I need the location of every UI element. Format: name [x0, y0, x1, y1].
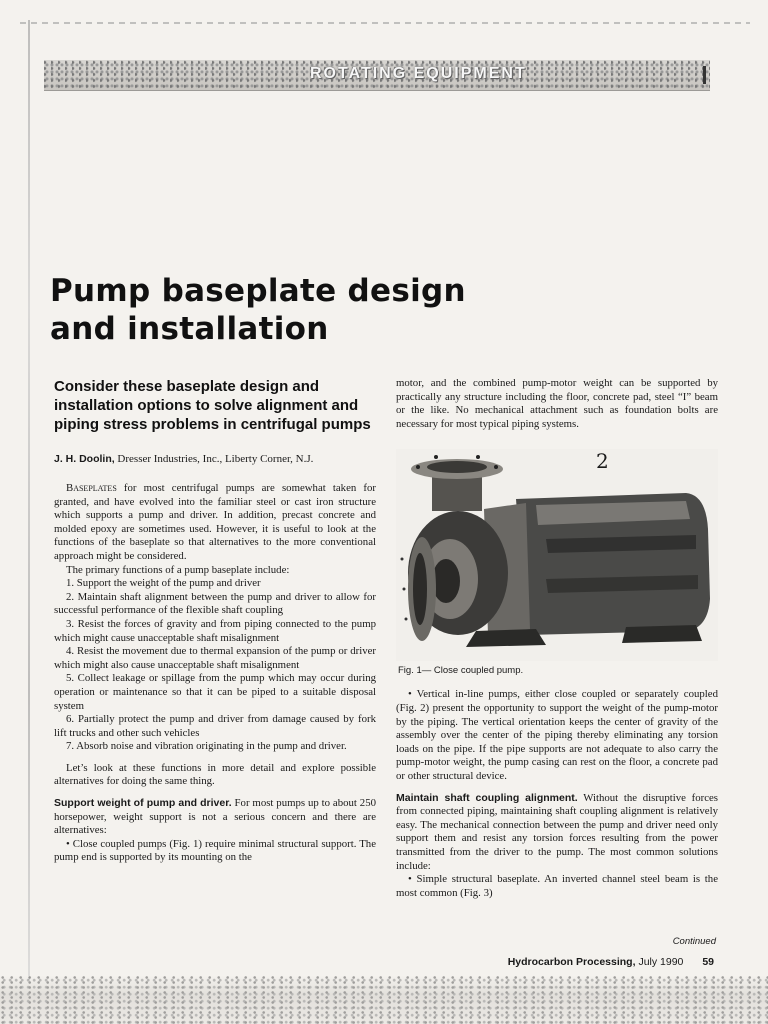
support-section — [54, 797, 376, 838]
bullet-structural-baseplate: • Simple structural baseplate. An inverted channel steel beam is the most common (Fig. 3) — [396, 873, 718, 899]
title-line-2: and installation — [50, 311, 329, 347]
title-line-1: Pump baseplate design — [50, 273, 466, 309]
scan-noise-bottom — [0, 976, 768, 1024]
section-label: ROTATING EQUIPMENT — [310, 65, 527, 82]
article-title — [50, 272, 610, 348]
banner-end-mark — [703, 66, 706, 84]
intro-text: for most centrifugal pumps are somewhat taken for granted, and have evolved into the familiar steel or cast iron structure which supports a pump and driver. In addition, precast concrete and molded epoxy are sometimes used. However, it is useful to look at the functions of the baseplate so that alternatives to the more conventional approach might be considered. — [54, 482, 377, 562]
close-coupled-pump-illustration — [396, 449, 718, 661]
alignment-section — [396, 792, 718, 874]
intro-paragraph — [54, 482, 376, 564]
alignment-text: Without the disruptive forces from connected piping, maintaining shaft coupling alignment is relatively easy. The mechanical connection between the pump and driver need only support them and resist any torsion forces resulting from the power transmitted from the driver to the pump. The most common solutions include: — [396, 791, 718, 872]
article-deck: Consider these baseplate design and installation options to solve alignment and piping stress problems in centrifugal pumps — [54, 378, 371, 433]
function-item: 4. Resist the movement due to thermal expansion of the pump or driver which might also cause unacceptable shaft misalignment — [54, 645, 376, 671]
right-column — [396, 377, 718, 900]
function-item: 2. Maintain shaft alignment between the pump and driver to allow for successful performance of the flexible shaft coupling — [54, 590, 376, 617]
lookahead-paragraph: Let’s look at these functions in more detail and explore possible alternatives for doing the same thing. — [54, 761, 376, 788]
figure-1-photo — [396, 449, 718, 661]
byline — [54, 452, 376, 466]
intro-dropcap: Baseplates — [66, 482, 117, 494]
section-banner — [44, 60, 710, 91]
page-footer — [508, 956, 714, 968]
function-item: 6. Partially protect the pump and driver from damage caused by fork lift trucks and other such vehicles — [54, 713, 376, 739]
figure-1-caption: Fig. 1— Close coupled pump. — [398, 665, 524, 677]
page-number: 59 — [702, 956, 714, 968]
support-heading: Support weight of pump and driver. — [54, 797, 232, 810]
function-item: 1. Support the weight of the pump and driver — [66, 577, 261, 590]
bullet-close-coupled: • Close coupled pumps (Fig. 1) require minimal structural support. The pump end is supported by its mounting on the — [54, 837, 376, 864]
author-name: J. H. Doolin, — [54, 453, 115, 465]
support-text: For most pumps up to about 250 horsepower, weight support is not a serious concern and there are alternatives: — [54, 797, 376, 837]
bullet-inline-pumps: • Vertical in-line pumps, either close coupled or separately coupled (Fig. 2) present the opportunity to support the weight of the pump-motor by the piping. The vertical orientation keeps the center of gravity of the assembly over the center of the piping thereby eliminating any torsion loads on the pipe. If the pipe supports are not adequate to also carry the pump-motor weight, the pump casing can rest on the floor, a concrete pad or other structural device. — [396, 688, 718, 782]
continuation-paragraph: motor, and the combined pump-motor weight can be supported by practically any structure including the floor, concrete pad, steel “I” beam or the like. No mechanical attachment such as foundation bolts are necessary for most typical piping systems. — [396, 377, 718, 430]
publication-name: Hydrocarbon Processing, — [507, 956, 636, 968]
function-item: 5. Collect leakage or spillage from the pump which may occur during operation or maintenance so that it can be piped to a suitable disposal system — [54, 672, 376, 712]
left-column — [54, 377, 376, 865]
alignment-heading: Maintain shaft coupling alignment. — [396, 791, 578, 804]
continued-label: Continued — [672, 936, 716, 947]
publication-date: July 1990 — [638, 956, 684, 968]
page-edge-left — [28, 20, 30, 980]
function-item: 3. Resist the forces of gravity and from piping connected to the pump which might cause unacceptable shaft misalignment — [54, 617, 376, 644]
author-affiliation: Dresser Industries, Inc., Liberty Corner, N.J. — [117, 453, 314, 465]
page-edge-top — [20, 22, 750, 24]
functions-intro: The primary functions of a pump baseplate include: — [66, 563, 290, 576]
figure-handwritten-mark: 2 — [596, 449, 609, 474]
function-item: 7. Absorb noise and vibration originating in the pump and driver. — [66, 740, 347, 753]
